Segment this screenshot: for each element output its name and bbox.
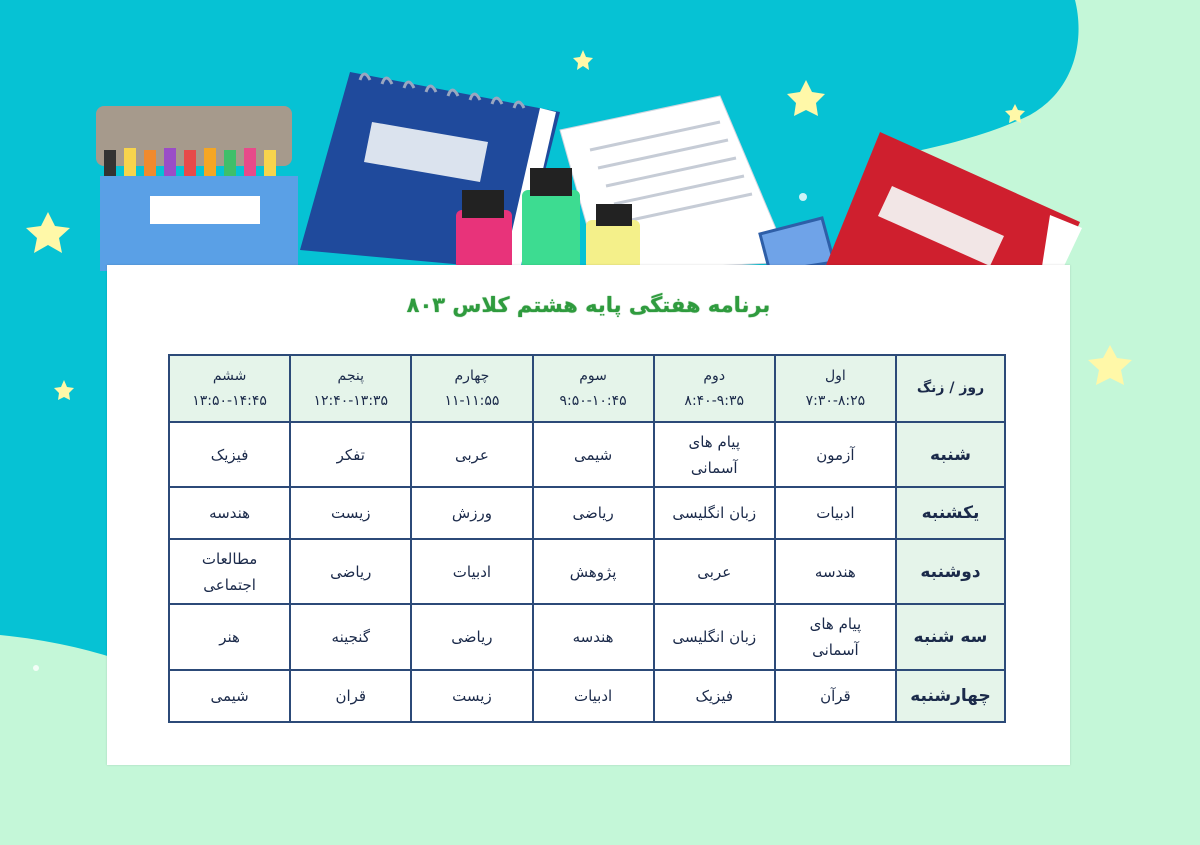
class-name: عربی [697, 562, 732, 581]
period-name: اول [824, 367, 846, 384]
class-cell [533, 670, 654, 722]
class-cell [775, 670, 896, 722]
schedule-table [168, 354, 1006, 723]
class-cell [290, 487, 411, 539]
class-name: عربی [454, 445, 489, 464]
class-name: تفکر [336, 445, 365, 464]
class-name: هنر [219, 628, 240, 646]
period-header [775, 355, 896, 422]
class-name: ورزش [451, 504, 492, 522]
class-name: زیست [331, 504, 371, 522]
class-cell [533, 487, 654, 539]
period-header [654, 355, 775, 422]
class-name: آسمانی [690, 458, 738, 477]
class-cell [290, 539, 411, 604]
class-name: آزمون [816, 445, 855, 464]
class-name: پژوهش [569, 562, 617, 581]
day-label: سه شنبه [896, 604, 1005, 670]
header-row [169, 355, 1005, 422]
day-row [169, 487, 1005, 539]
class-cell [290, 422, 411, 487]
class-cell [169, 670, 290, 722]
class-cell [169, 604, 290, 670]
period-time: ۹:۵۰-۱۰:۴۵ [559, 392, 627, 409]
day-label: دوشنبه [896, 539, 1005, 604]
class-cell [654, 422, 775, 487]
period-name: سوم [579, 367, 607, 384]
class-cell [533, 539, 654, 604]
class-name: زبان انگلیسی [672, 628, 757, 646]
class-name: پیام های [688, 432, 741, 451]
class-cell [169, 487, 290, 539]
period-header [290, 355, 411, 422]
class-cell [654, 604, 775, 670]
class-cell [654, 487, 775, 539]
period-header [533, 355, 654, 422]
day-row [169, 670, 1005, 722]
class-name: پیام های [809, 615, 862, 633]
class-cell [169, 539, 290, 604]
class-cell [411, 539, 532, 604]
class-cell [533, 422, 654, 487]
class-cell [411, 422, 532, 487]
class-cell [411, 487, 532, 539]
day-label: شنبه [896, 422, 1005, 487]
class-cell [775, 422, 896, 487]
page-title: برنامه هفتگی پایه هشتم کلاس ۸۰۳ [406, 293, 771, 317]
class-name: زبان انگلیسی [672, 504, 757, 522]
class-cell [775, 487, 896, 539]
pencil-box-icon [96, 106, 298, 271]
class-name: ریاضی [572, 504, 614, 522]
day-row [169, 422, 1005, 487]
class-cell [775, 604, 896, 670]
class-cell [775, 539, 896, 604]
period-time: ۷:۳۰-۸:۲۵ [805, 392, 866, 409]
class-cell [290, 604, 411, 670]
class-name: فیزیک [695, 687, 734, 705]
class-cell [169, 422, 290, 487]
period-name: پنجم [337, 367, 364, 384]
class-name: هندسه [814, 562, 856, 581]
day-label: یکشنبه [896, 487, 1005, 539]
class-name: ادبیات [573, 687, 613, 705]
class-name: مطالعات [201, 549, 258, 568]
class-cell [654, 670, 775, 722]
class-cell [654, 539, 775, 604]
class-cell [411, 670, 532, 722]
class-name: شیمی [573, 445, 613, 464]
class-name: ریاضی [330, 562, 372, 581]
class-cell [533, 604, 654, 670]
period-time: ۱۳:۵۰-۱۴:۴۵ [192, 392, 267, 409]
class-name: ریاضی [451, 628, 493, 646]
period-name: دوم [703, 367, 726, 384]
class-cell [290, 670, 411, 722]
class-name: قران [335, 687, 367, 705]
period-time: ۸:۴۰-۹:۳۵ [684, 392, 745, 409]
class-name: قرآن [820, 687, 851, 705]
day-label: چهارشنبه [896, 670, 1005, 722]
class-name: ادبیات [816, 504, 855, 522]
class-name: هندسه [209, 504, 251, 522]
period-header [411, 355, 532, 422]
class-cell [411, 604, 532, 670]
day-row [169, 539, 1005, 604]
period-time: ۱۲:۴۰-۱۳:۳۵ [313, 392, 389, 409]
period-name: ششم [212, 367, 247, 384]
schedule-card [107, 265, 1070, 765]
class-name: اجتماعی [203, 575, 256, 594]
class-name: شیمی [210, 687, 249, 705]
day-row [169, 604, 1005, 670]
period-header [169, 355, 290, 422]
period-time: ۱۱-۱۱:۵۵ [444, 392, 500, 409]
class-name: آسمانی [812, 641, 859, 659]
class-name: زیست [452, 687, 492, 705]
class-name: ادبیات [452, 562, 492, 581]
period-name: چهارم [454, 367, 490, 384]
corner-cell: روز / زنگ [896, 355, 1005, 422]
class-name: هندسه [572, 628, 614, 646]
class-name: گنجینه [331, 628, 370, 646]
class-name: فیزیک [210, 445, 249, 464]
